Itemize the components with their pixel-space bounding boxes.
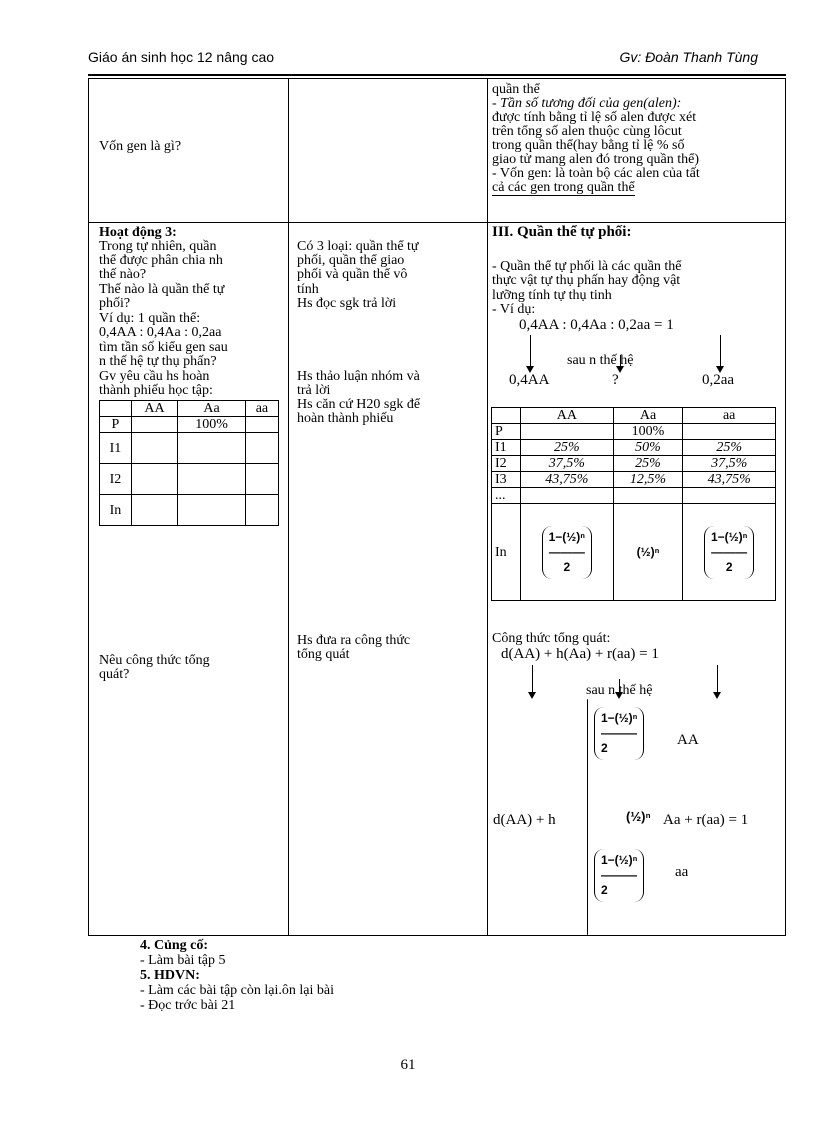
answer-line: giao tử mang alen đó trong quần thể) [492,152,700,167]
footer-line: - Làm các bài tập còn lại.ôn lại bài [140,983,334,998]
result-unknown: ? [612,372,619,388]
footer-line: - Đọc trớc bài 21 [140,998,236,1013]
down-arrow-icon [717,665,718,697]
activity-line: thế nào? [99,267,147,282]
formula-cell: (½)ⁿ [613,504,683,601]
student-line: Hs căn cứ H20 sgk để [297,397,421,412]
table-cell: 37,5% [521,456,614,472]
student-line: phối và quần thể vô [297,267,408,282]
definition-line: - Quần thể tự phối là các quần thể [492,259,682,274]
row-divider [89,222,785,223]
table-cell: 37,5% [683,456,776,472]
column-divider [487,79,488,935]
table-header: aa [683,408,776,424]
formula-title: Công thức tổng quát: [492,631,611,646]
answer-line: quần thể [492,82,540,97]
formula-left: d(AA) + h [493,812,556,828]
answer-line: trên tổng số alen thuộc cùng lôcut [492,124,682,139]
header-rule [88,74,786,76]
formula-line: d(AA) + h(Aa) + r(aa) = 1 [501,646,659,662]
formula-aa-bottom-label: aa [675,864,689,880]
table-cell [131,417,177,433]
table-cell: 25% [683,440,776,456]
table-cell: I2 [492,456,521,472]
activity-line: Ví dụ: 1 quần thể: [99,311,201,326]
table-header: Aa [613,408,683,424]
activity-line: 0,4AA : 0,4Aa : 0,2aa [99,325,222,340]
header-left: Giáo án sinh học 12 nâng cao [88,49,275,65]
formula-aa-label: AA [677,732,699,748]
activity-line: Gv yêu cầu hs hoàn [99,369,210,384]
answer-line: trong quần thể(hay bằng tỉ lệ % số [492,138,685,153]
student-line: Hs đọc sgk trả lời [297,296,397,311]
table-cell: I1 [492,440,521,456]
table-header: AA [521,408,614,424]
footer-notes [140,938,334,1013]
brace [587,699,588,935]
table-header [492,408,521,424]
example-ratio: 0,4AA : 0,4Aa : 0,2aa = 1 [519,317,674,333]
generation-label: sau n thế hệ [567,353,634,368]
table-cell: 100% [178,417,246,433]
down-arrow-icon [530,335,531,371]
activity-line: n thế hệ tự thụ phấn? [99,354,217,369]
activity-line: tìm tần số kiểu gen sau [99,340,228,355]
formula-aa-bottom: 1−(½)ⁿ ――― 2 [594,849,644,902]
student-line: Có 3 loại: quần thể tự [297,239,419,254]
result-aa-recessive: 0,2aa [702,372,735,388]
table-header: aa [245,401,278,417]
definition-line: thực vật tự thụ phấn hay động vật [492,273,681,288]
footer-line: - Làm bài tập 5 [140,953,226,968]
table-cell: ... [492,488,521,504]
student-line: phối, quần thể giao [297,253,405,268]
activity-line: Trong tự nhiên, quần [99,239,217,254]
generation-label: sau n thế hệ [586,683,653,698]
activity-title: Hoạt động 3: [99,225,177,240]
table-cell: 43,75% [683,472,776,488]
table-cell: I1 [100,433,132,464]
student-line: Hs thảo luận nhóm và [297,369,420,384]
formula-cell: 1−(½)ⁿ ――― 2 [521,504,614,601]
table-cell: 100% [613,424,683,440]
down-arrow-icon [720,335,721,371]
answer-line: - Vốn gen: là toàn bộ các alen của tất [492,166,700,181]
table-cell: In [492,504,521,601]
student-line: trả lời [297,383,331,398]
answer-line: được tính bằng tỉ lệ số alen được xét [492,110,697,125]
result-aa: 0,4AA [509,372,550,388]
formula-cell: 1−(½)ⁿ ――― 2 [683,504,776,601]
answer-line: tổng quát [297,647,350,662]
table-header: Aa [178,401,246,417]
table-cell: 50% [613,440,683,456]
down-arrow-icon [532,665,533,697]
worksheet-table [99,400,279,526]
table-cell [521,424,614,440]
table-cell: I2 [100,464,132,495]
frequency-table [491,407,776,601]
page-number: 61 [400,1057,416,1073]
formula-aa-mid-label: Aa + r(aa) = 1 [663,812,749,828]
activity-line: Thế nào là quần thể tự [99,282,225,297]
column-divider [288,79,289,935]
question-line: Nêu công thức tổng [99,653,210,668]
table-cell: 43,75% [521,472,614,488]
page-header [88,50,758,74]
activity-line: phối? [99,296,131,311]
student-line: tính [297,282,319,297]
table-cell: 25% [521,440,614,456]
answer-line: cả các gen trong quần thể [492,180,635,195]
formula-aa: 1−(½)ⁿ ――― 2 [594,707,644,760]
student-line: hoàn thành phiếu [297,411,394,426]
definition-line: - Ví dụ: [492,302,536,317]
footer-heading: 5. HDVN: [140,968,200,983]
definition-line: lưỡng tính tự thụ tinh [492,288,612,303]
footer-heading: 4. Củng cố: [140,938,209,953]
table-header [100,401,132,417]
table-cell: In [100,495,132,526]
answer-line: Hs đưa ra công thức [297,633,411,648]
table-cell: 25% [613,456,683,472]
table-cell [245,417,278,433]
question-von-gen: Vốn gen là gì? [99,139,182,154]
answer-line: - Tần số tương đối của gen(alen): [492,96,682,111]
header-right: Gv: Đoàn Thanh Tùng [619,49,758,65]
question-line: quát? [99,667,130,682]
table-cell: I3 [492,472,521,488]
table-header: AA [131,401,177,417]
table-cell: P [100,417,132,433]
formula-aa-mid: (½)ⁿ [626,809,651,824]
section-title: III. Quần thể tự phối: [492,224,632,240]
activity-line: thành phiếu học tập: [99,383,213,398]
activity-line: thể được phân chia nh [99,253,223,268]
table-cell [683,424,776,440]
lesson-table [88,78,786,936]
table-cell: P [492,424,521,440]
table-cell: 12,5% [613,472,683,488]
